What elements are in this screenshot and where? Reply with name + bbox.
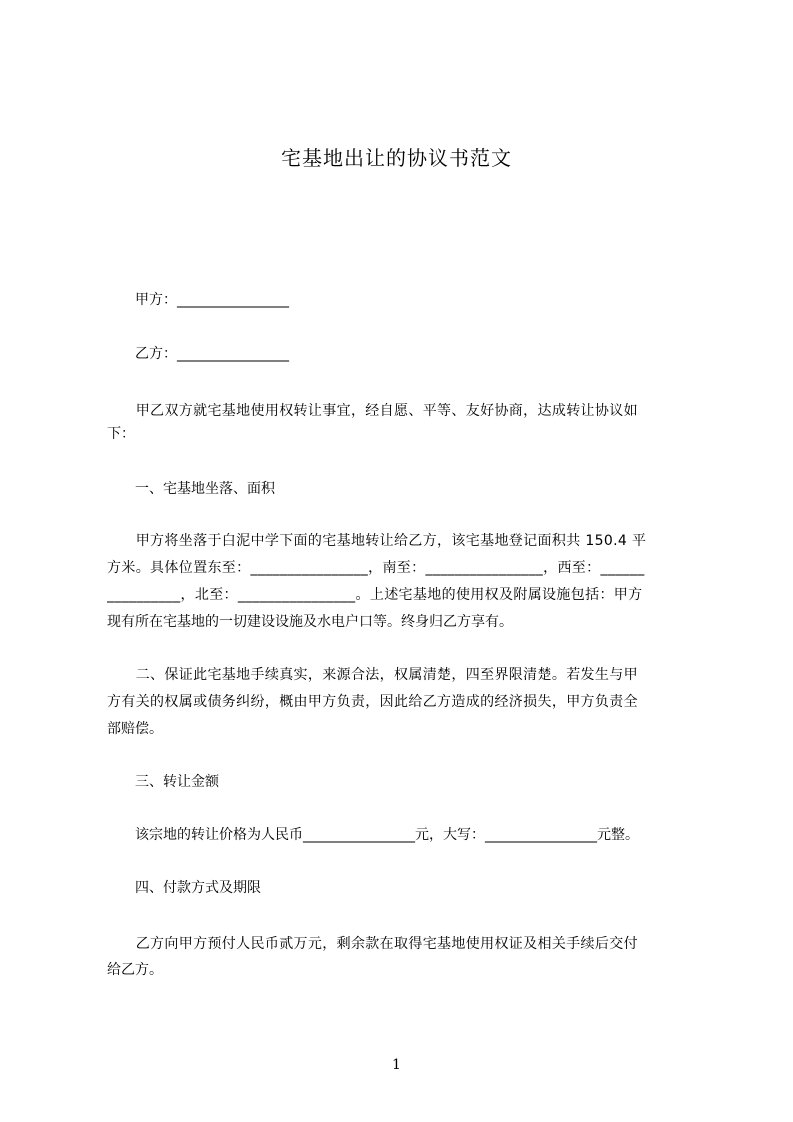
document-title: 宅基地出让的协议书范文 <box>281 146 512 170</box>
party-b-line: 乙方：________________ <box>107 346 289 362</box>
section2-line-1: 二、保证此宅基地手续真实，来源合法，权属清楚，四至界限清楚。若发生与甲 <box>107 667 638 683</box>
party-a-line: 甲方：________________ <box>107 292 289 308</box>
section2-line-3: 部赔偿。 <box>107 721 163 737</box>
section2-line-2: 方有关的权属或债务纠纷，概由甲方负责，因此给乙方造成的经济损失，甲方负责全 <box>107 694 638 710</box>
intro-line-1: 甲乙双方就宅基地使用权转让事宜，经自愿、平等、友好协商，达成转让协议如 <box>107 403 638 419</box>
section4-heading: 四、付款方式及期限 <box>107 880 261 896</box>
section3-body: 该宗地的转让价格为人民币________________元，大写：________________元整。 <box>107 827 639 843</box>
section4-line-1: 乙方向甲方预付人民币贰万元，剩余款在取得宅基地使用权证及相关手续后交付 <box>107 936 638 952</box>
section1-heading: 一、宅基地坐落、面积 <box>107 481 275 497</box>
section4-line-2: 给乙方。 <box>107 962 163 978</box>
section1-line-3: __________，北至：________________。上述宅基地的使用权及附属设施包括：甲方 <box>107 587 643 603</box>
section3-heading: 三、转让金额 <box>107 774 219 790</box>
section1-line-1: 甲方将坐落于白泥中学下面的宅基地转让给乙方，该宅基地登记面积共 150.4 平 <box>107 533 647 549</box>
section1-line-2: 方米。具体位置东至：________________，南至：________________，西至：______ <box>107 560 645 576</box>
page-number: 1 <box>392 1057 401 1073</box>
section1-line-4: 现有所在宅基地的一切建设设施及水电户口等。终身归乙方享有。 <box>107 614 513 630</box>
intro-line-2: 下： <box>107 426 135 442</box>
